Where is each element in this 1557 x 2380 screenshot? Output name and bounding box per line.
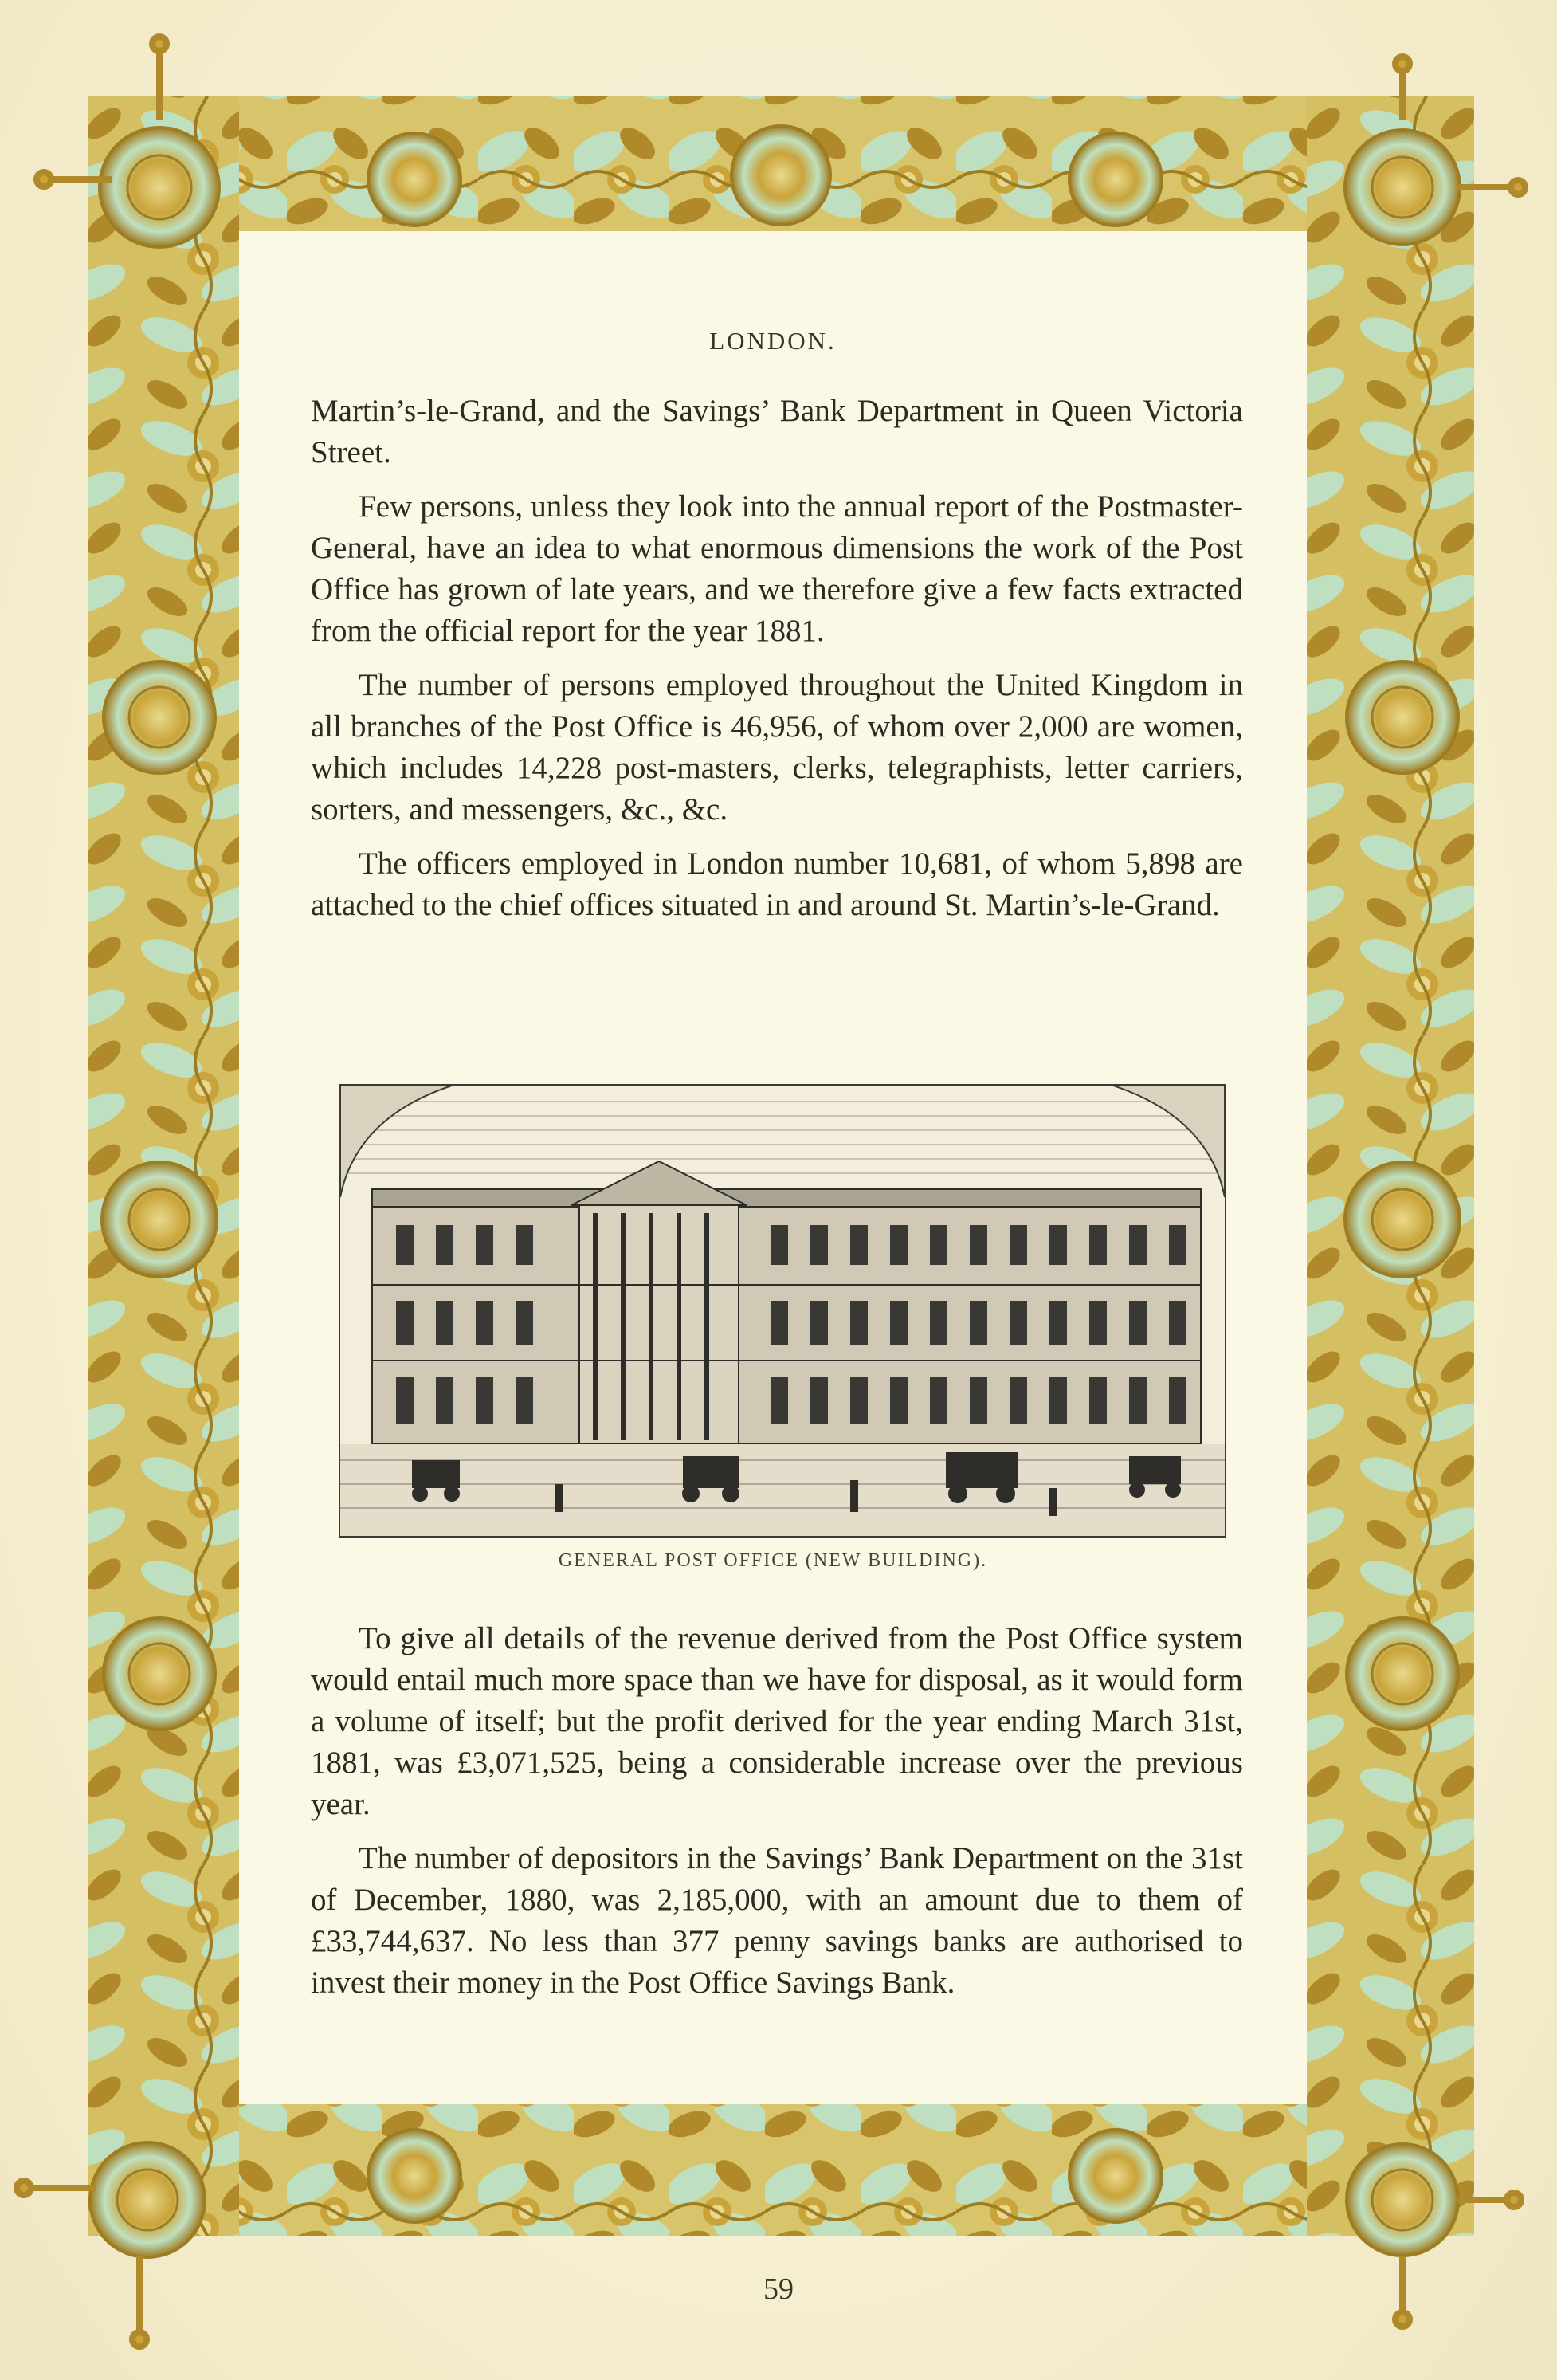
text-panel [239, 231, 1307, 2104]
paragraph-persons-employed: The number of persons employed throughout the United Kingdom in all branches of the Post Office is 46,956, of whom over 2,000 are women, which includes 14,228 post-masters, clerks, telegraphists, letter carriers, sorters, and messengers, &c., &c. [311, 668, 1243, 827]
paragraph-depositors: The number of depositors in the Savings’ Bank Department on the 31st of December, 1880, was 2,185,000, with an amount due to them of £33,744,637. No less than 377 penny savings banks are authorised to invest their money in the Post Office Savings Bank. [311, 1841, 1243, 2000]
running-head: LONDON. [709, 327, 837, 355]
paragraph-london-officers: The officers employed in London number 10,681, of whom 5,898 are attached to the chief offices situated in and around St. Martin’s-le-Grand. [311, 846, 1243, 922]
body-text-bottom [311, 1618, 1243, 2017]
body-text-top [311, 391, 1243, 939]
page-number: 59 [763, 2272, 794, 2306]
general-post-office-engraving [339, 1084, 1226, 1538]
paragraph-continuation: Martin’s-le-Grand, and the Savings’ Bank Department in Queen Victoria Street. [311, 394, 1243, 469]
paragraph-post-office-work: Few persons, unless they look into the annual report of the Postmaster-General, have an idea to what enormous dimensions the work of the Post Office has grown of late years, and we therefore give a few facts extracted from the official report for the year 1881. [311, 489, 1243, 648]
building-illustration [340, 1086, 1225, 1536]
paragraph-revenue: To give all details of the revenue derived from the Post Office system would entail much more space than we have for disposal, as it would form a volume of itself; but the profit derived for the year ending March 31st, 1881, was £3,071,525, being a considerable increase over the previous year. [311, 1621, 1243, 1821]
illustration-caption: GENERAL POST OFFICE (NEW BUILDING). [558, 1550, 988, 1571]
